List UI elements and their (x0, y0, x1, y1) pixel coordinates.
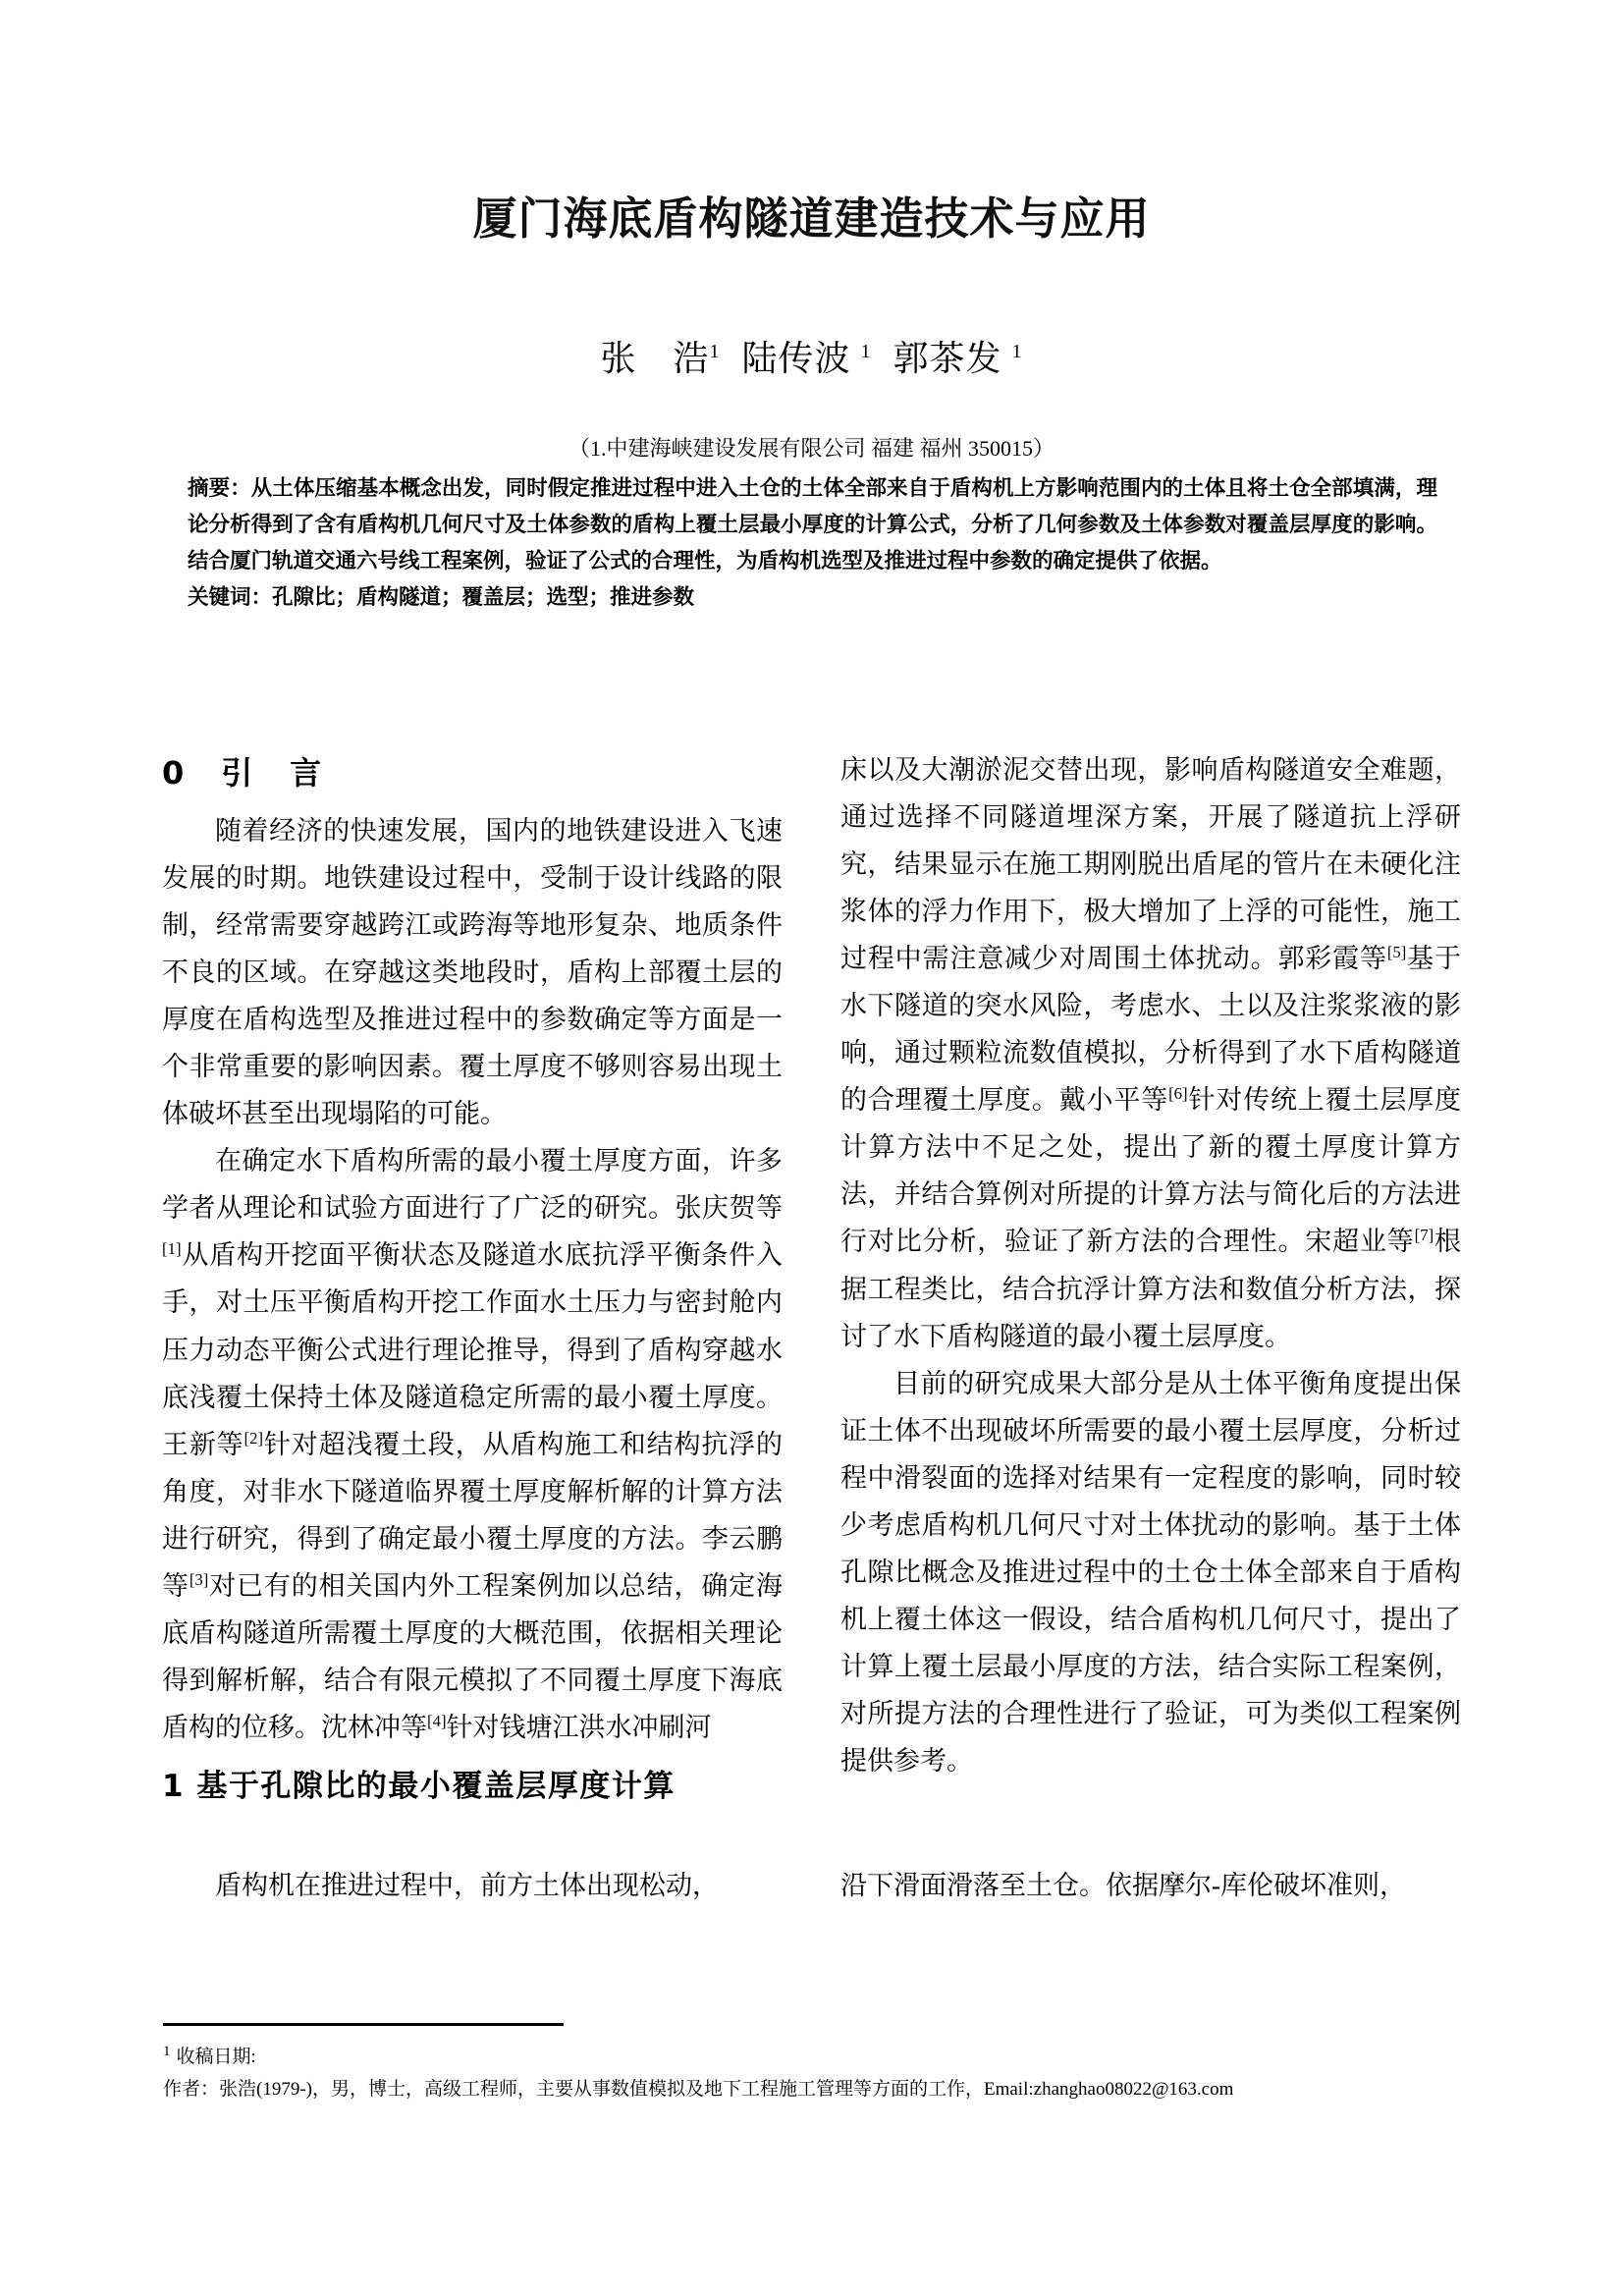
paragraph-fragment: 针对超浅覆土段，从盾构施工和结构抗浮的角度，对非水下隧道临界覆土厚度解析解的计算方法进行研究，得到了确定最小覆土厚度的方法。李云鹏等 (162, 1429, 784, 1601)
author-3-affiliation-mark: 1 (1011, 341, 1023, 362)
paragraph (162, 1137, 783, 1751)
reference-mark: [2] (243, 1428, 264, 1448)
paragraph-fragment: 从盾构开挖面平衡状态及隧道水底抗浮平衡条件入手，对土压平衡盾构开挖工作面水土压力与密封舱内压力动态平衡公式进行理论推导，得到了盾构穿越水底浅覆土保持土体及隧道稳定所需的最小覆土厚度。王新等 (162, 1240, 783, 1459)
reference-mark: [5] (1386, 943, 1407, 962)
footnote-author-bio: 作者：张浩(1979-)，男，博士，高级工程师，主要从事数值模拟及地下工程施工管理等方面的工作，Email:zhanghao08022@163.com (163, 2079, 1234, 2101)
reference-mark: [6] (1168, 1084, 1188, 1104)
keywords-text: 关键词：孔隙比；盾构隧道；覆盖层；选型；推进参数 (188, 584, 695, 610)
author-2-affiliation-mark: 1 (860, 341, 872, 362)
footnote-divider (163, 2023, 564, 2026)
section-heading-0: 0 引 言 (162, 754, 325, 792)
reference-mark: [3] (189, 1569, 209, 1589)
right-column (840, 746, 1461, 1784)
paragraph-fragment: 针对传统上覆土层厚度计算方法中不足之处，提出了新的覆土厚度计算方法，并结合算例对所提的计算方法与简化后的方法进行对比分析，验证了新方法的合理性。宋超业等 (840, 1085, 1462, 1257)
footnote-received-date (163, 2041, 1459, 2073)
paragraph-fragment: 对已有的相关国内外工程案例加以总结，确定海底盾构隧道所需覆土厚度的大概范围，依据相关理论得到解析解，结合有限元模拟了不同覆土厚度下海底盾构的位移。沈林冲等 (162, 1570, 784, 1742)
paragraph-fragment: 基于水下隧道的突水风险，考虑水、土以及注浆浆液的影响，通过颗粒流数值模拟，分析得到了水下盾构隧道的合理覆土厚度。戴小平等 (840, 944, 1462, 1116)
reference-mark: [4] (427, 1711, 447, 1730)
paragraph: 目前的研究成果大部分是从土体平衡角度提出保证土体不出现破坏所需要的最小覆土层厚度，分析过程中滑裂面的选择对结果有一定程度的影响，同时较少考虑盾构机几何尺寸对土体扰动的影响。基于土体孔隙比概念及推进过程中的土仓土体全部来自于盾构机上覆土体这一假设，结合盾构机几何尺寸，提出了计算上覆土层最小厚度的方法，结合实际工程案例，对所提方法的合理性进行了验证，可为类似工程案例提供参考。 (840, 1368, 1461, 1776)
page-title: 厦门海底盾构隧道建造技术与应用 (472, 192, 1151, 245)
reference-mark: [7] (1414, 1226, 1434, 1245)
paragraph-fragment: 床以及大潮淤泥交替出现，影响盾构隧道安全难题，通过选择不同隧道埋深方案，开展了隧道抗上浮研究，结果显示在施工期刚脱出盾尾的管片在未硬化注浆体的浮力作用下，极大增加了上浮的可能性，施工过程中需注意减少对周围土体扰动。郭彩霞等 (840, 755, 1461, 974)
author-1-affiliation-mark: 1 (709, 341, 721, 362)
affiliation-line: （1.中建海峡建设发展有限公司 福建 福州 350015） (568, 436, 1055, 461)
author-3-name: 郭茶发 (893, 339, 1002, 378)
author-2-name: 陆传波 (741, 339, 851, 378)
abstract-text: 摘要：从土体压缩基本概念出发，同时假定推进过程中进入土仓的土体全部来自于盾构机上方影响范围内的土体且将土仓全部填满，理论分析得到了含有盾构机几何尺寸及土体参数的盾构上覆土层最小厚度的计算公式，分析了几何参数及土体参数对覆盖层厚度的影响。结合厦门轨道交通六号线工程案例，验证了公式的合理性，为盾构机选型及推进过程中参数的确定提供了依据。 (188, 476, 1437, 574)
footnote-block (163, 2041, 1459, 2106)
paragraph: 随着经济的快速发展，国内的地铁建设进入飞速发展的时期。地铁建设过程中，受制于设计线路的限制，经常需要穿越跨江或跨海等地形复杂、地质条件不良的区域。在穿越这类地段时，盾构上部覆土层的厚度在盾构选型及推进过程中的参数确定等方面是一个非常重要的影响因素。覆土厚度不够则容易出现土体破坏甚至出现塌陷的可能。 (162, 816, 783, 1129)
paragraph-fragment: 在确定水下盾构所需的最小覆土厚度方面，许多学者从理论和试验方面进行了广泛的研究。张庆贺等 (162, 1146, 783, 1224)
left-column (162, 807, 783, 1751)
left-column-continuation: 盾构机在推进过程中，前方土体出现松动， (215, 1871, 719, 1900)
right-column-continuation: 沿下滑面滑落至土仓。依据摩尔-库伦破坏准则， (840, 1871, 1406, 1900)
footnote-line-1: 收稿日期: (176, 2047, 256, 2067)
footnote-marker: 1 (163, 2043, 171, 2059)
section-heading-1: 1 基于孔隙比的最小覆盖层厚度计算 (162, 1769, 676, 1804)
paragraph-fragment: 针对钱塘江洪水冲刷河 (446, 1712, 712, 1742)
paragraph (840, 746, 1461, 1360)
author-list (0, 331, 1623, 381)
paragraph-fragment: 根据工程类比，结合抗浮计算方法和数值分析方法，探讨了水下盾构隧道的最小覆土层厚度。 (840, 1227, 1462, 1351)
reference-mark: [1] (162, 1239, 182, 1259)
abstract-block (188, 471, 1437, 617)
author-1-name: 张 浩 (600, 339, 710, 378)
title-block (0, 192, 1623, 246)
